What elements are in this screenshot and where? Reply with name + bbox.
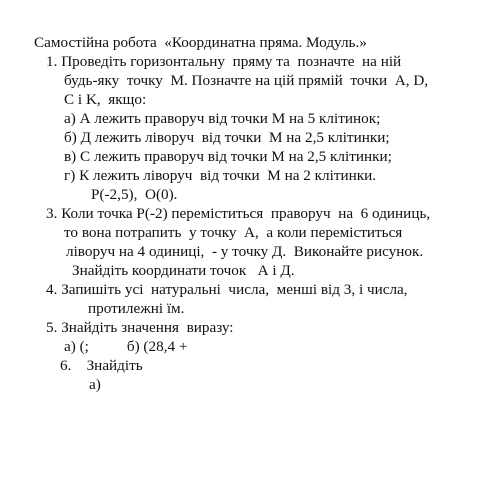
task-3-line-2: то вона потрапить у точку А, а коли переміститься [64,224,403,241]
task-1-line-2: будь-яку точку М. Позначте на цій прямій точки A, D, [64,72,429,89]
task-5-line-2: а) (; б) (28,4 + [64,338,188,355]
task-1-item-c: в) С лежить праворуч від точки М на 2,5 клітинки; [64,148,392,165]
task-1-line-3: C і K, якщо: [64,91,147,108]
task-1-points: Р(-2,5), О(0). [91,186,178,203]
task-4-line-2: протилежні їм. [88,300,185,317]
task-4-line-1: 4. Запишіть усі натуральні числа, менші від 3, і числа, [46,281,408,298]
task-5-line-1: 5. Знайдіть значення виразу: [46,319,234,336]
task-1-line-1: 1. Проведіть горизонтальну пряму та позначте на ній [46,53,402,70]
task-6-line-1: 6. Знайдіть [60,357,143,374]
task-3-line-1: 3. Коли точка Р(-2) переміститься праворуч на 6 одиниць, [46,205,431,222]
task-1-item-a: а) А лежить праворуч від точки М на 5 клітинок; [64,110,381,127]
task-1-item-b: б) Д лежить ліворуч від точки М на 2,5 клітинки; [64,129,390,146]
task-6-line-2: а) [89,376,101,393]
worksheet-title: Самостійна робота «Координатна пряма. Модуль.» [34,34,367,51]
task-1-item-d: г) К лежить ліворуч від точки М на 2 клітинки. [64,167,377,184]
task-3-line-3: ліворуч на 4 одиниці, - у точку Д. Виконайте рисунок. [66,243,424,260]
task-3-line-4: Знайдіть координати точок А і Д. [72,262,295,279]
